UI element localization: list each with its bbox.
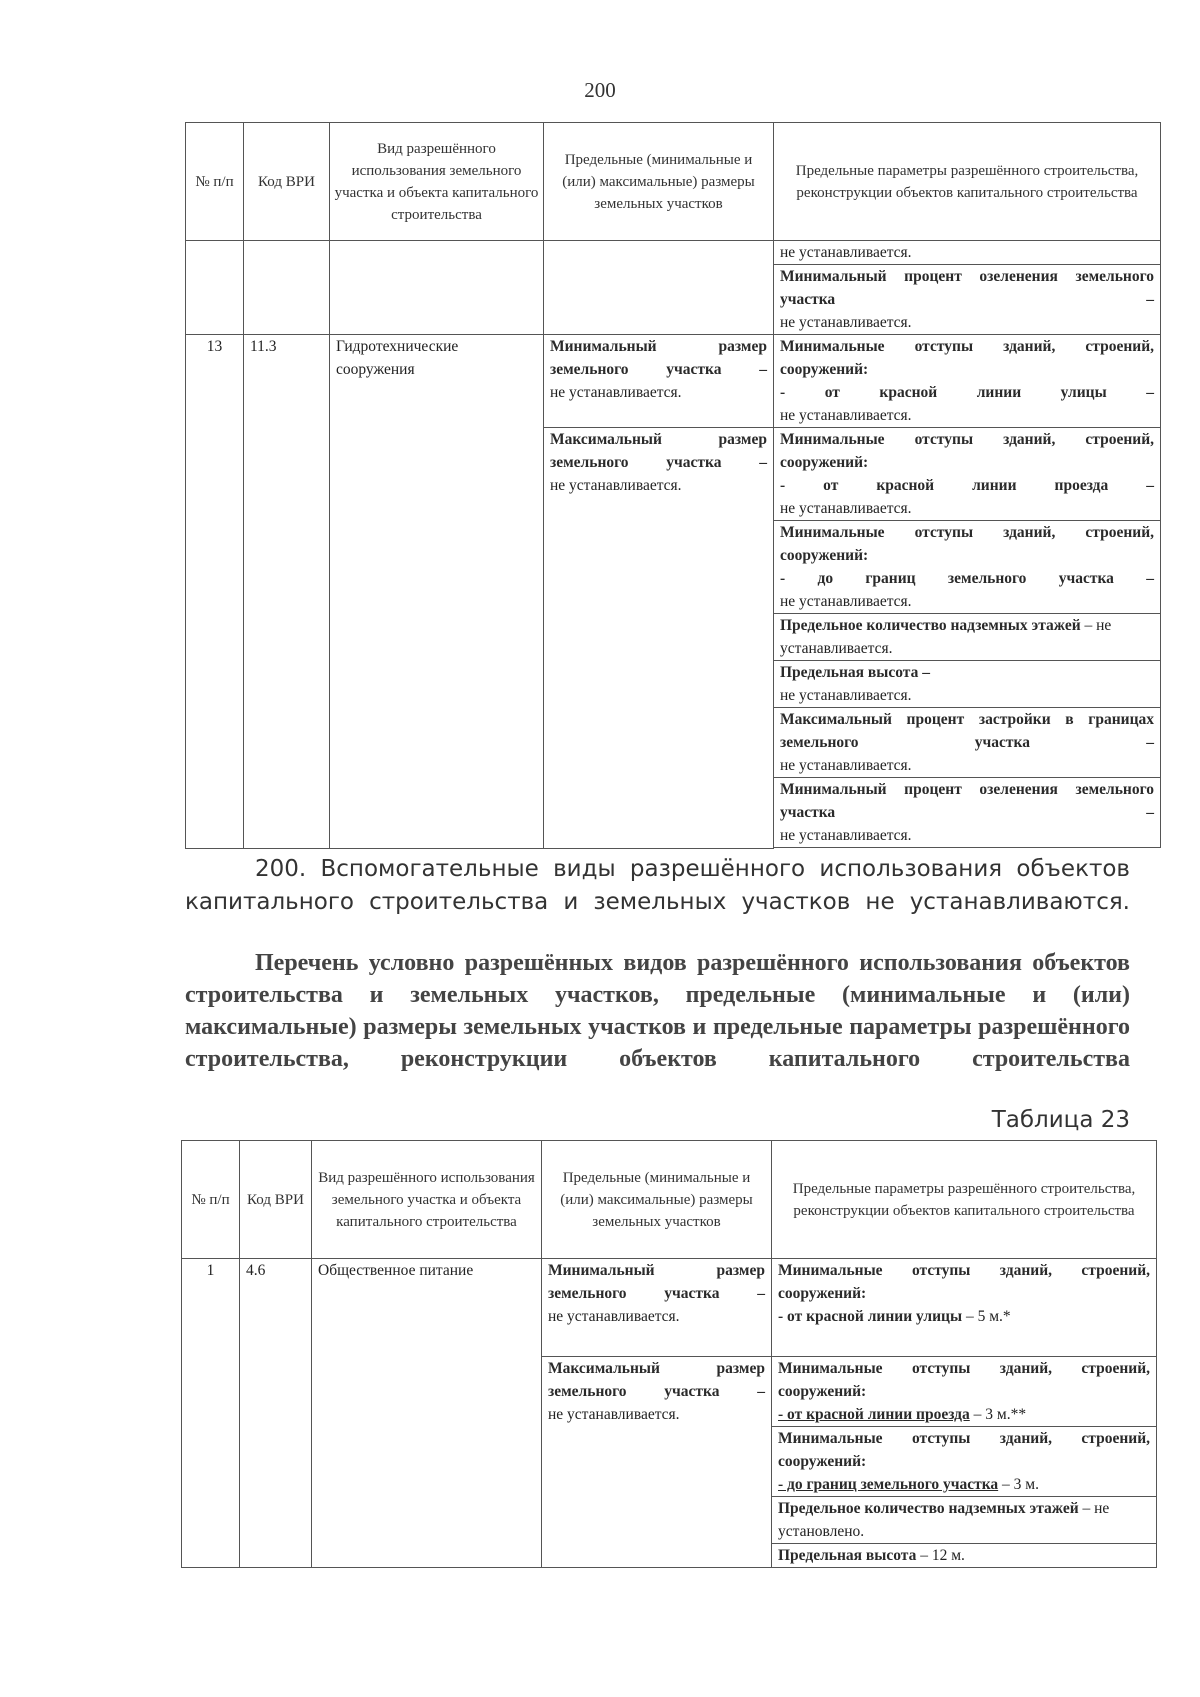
param-sub: - до границ земельного участка – — [780, 570, 1154, 587]
header-num: № п/п — [186, 123, 244, 241]
size-cell — [542, 1357, 772, 1568]
param-cell — [774, 614, 1161, 661]
size-text: не устанавливается. — [548, 1308, 680, 1325]
size-cell — [542, 1259, 772, 1357]
param-value: – 3 м.** — [969, 1406, 1027, 1423]
param-cell — [772, 1259, 1157, 1357]
param-text: не устанавливается. — [780, 244, 912, 261]
param-cell — [772, 1544, 1157, 1568]
header-code: Код ВРИ — [244, 123, 330, 241]
size-cell — [544, 428, 774, 849]
page-number: 200 — [584, 78, 616, 102]
param-cell — [774, 661, 1161, 708]
param-cell — [772, 1497, 1157, 1544]
header-type: Вид разрешённого использования земельного участка и объекта капитального строительства — [330, 123, 544, 241]
header-params: Предельные параметры разрешённого строительства, реконструкции объектов капитального строительства — [774, 123, 1161, 241]
param-bold: Предельное количество надземных этажей — [778, 1500, 1079, 1517]
row-name: Гидротехнические сооружения — [330, 335, 544, 849]
size-bold: Минимальный размер земельного участка – — [548, 1262, 765, 1302]
param-sub: - от красной линии проезда – — [780, 477, 1154, 494]
paragraph-200-text: 200. Вспомогательные виды разрешённого использования объектов капитального строительства и земельных участков не устанавливаются. — [185, 856, 1130, 915]
section-heading — [185, 947, 1130, 1075]
table-label: Таблица 23 — [991, 1107, 1130, 1133]
header-num: № п/п — [182, 1141, 240, 1259]
param-value: – 5 м.* — [962, 1308, 1011, 1325]
param-text: не устанавливается. — [780, 500, 912, 517]
param-cell — [774, 428, 1161, 521]
param-bold: Минимальный процент озеленения земельного участка – — [780, 268, 1154, 308]
table-continuation — [185, 122, 1161, 849]
param-bold: Минимальные отступы зданий, строений, сооружений: — [778, 1262, 1150, 1302]
table-row — [186, 335, 1161, 428]
param-sub: - от красной линии улицы — [778, 1308, 963, 1325]
table-header-row — [186, 123, 1161, 241]
param-bold: Предельная высота — [778, 1547, 917, 1564]
param-cell — [772, 1427, 1157, 1497]
param-cell — [774, 708, 1161, 778]
size-cell — [544, 335, 774, 428]
param-bold: Минимальные отступы зданий, строений, сооружений: — [778, 1360, 1150, 1400]
table-header-row — [182, 1141, 1157, 1259]
param-value: – 3 м. — [998, 1476, 1039, 1493]
param-bold: Максимальный процент застройки в границах земельного участка – — [780, 711, 1154, 751]
param-text: – не устанавливается. — [780, 617, 1112, 657]
table-row — [186, 241, 1161, 265]
row-number: 13 — [186, 335, 244, 849]
param-bold: Минимальные отступы зданий, строений, сооружений: — [780, 524, 1154, 564]
param-bold: Минимальные отступы зданий, строений, сооружений: — [780, 338, 1154, 378]
param-cell — [774, 265, 1161, 335]
param-text: – не установлено. — [778, 1500, 1110, 1540]
header-sizes: Предельные (минимальные и (или) максимальные) размеры земельных участков — [544, 123, 774, 241]
param-bold: Минимальные отступы зданий, строений, сооружений: — [778, 1430, 1150, 1470]
size-bold: Максимальный размер земельного участка – — [548, 1360, 765, 1400]
section-heading-text: Перечень условно разрешённых видов разрешённого использования объектов строительства и земельных участков, предельные (минимальные и (или) максимальные) размеры земельных участков и предельные параметры разрешённого строительства, реконструкции объектов капитального строительства — [185, 950, 1130, 1072]
param-bold: Минимальные отступы зданий, строений, сооружений: — [780, 431, 1154, 471]
header-type: Вид разрешённого использования земельного участка и объекта капитального строительства — [312, 1141, 542, 1259]
row-code: 11.3 — [244, 335, 330, 849]
param-text: – 12 м. — [916, 1547, 965, 1564]
header-params: Предельные параметры разрешённого строительства, реконструкции объектов капитального строительства — [772, 1141, 1157, 1259]
param-text: не устанавливается. — [780, 827, 912, 844]
param-cell — [774, 335, 1161, 428]
param-sub: - от красной линии проезда — [778, 1406, 970, 1423]
param-sub: - от красной линии улицы – — [780, 384, 1154, 401]
table-23 — [181, 1140, 1157, 1568]
table-row — [182, 1259, 1157, 1357]
param-cell — [774, 778, 1161, 848]
param-text: не устанавливается. — [780, 314, 912, 331]
size-bold: Максимальный размер земельного участка – — [550, 431, 767, 471]
row-code: 4.6 — [240, 1259, 312, 1568]
size-text: не устанавливается. — [548, 1406, 680, 1423]
param-bold: Минимальный процент озеленения земельного участка – — [780, 781, 1154, 821]
param-text: не устанавливается. — [780, 593, 912, 610]
param-text: не устанавливается. — [780, 687, 912, 704]
param-cell — [774, 521, 1161, 614]
param-bold: Предельная высота – — [780, 664, 930, 681]
param-cell — [774, 241, 1161, 265]
param-text: не устанавливается. — [780, 757, 912, 774]
row-name: Общественное питание — [312, 1259, 542, 1568]
param-cell — [772, 1357, 1157, 1427]
size-text: не устанавливается. — [550, 384, 682, 401]
param-text: не устанавливается. — [780, 407, 912, 424]
param-bold: Предельное количество надземных этажей — [780, 617, 1081, 634]
header-code: Код ВРИ — [240, 1141, 312, 1259]
header-sizes: Предельные (минимальные и (или) максимальные) размеры земельных участков — [542, 1141, 772, 1259]
size-bold: Минимальный размер земельного участка – — [550, 338, 767, 378]
param-sub: - до границ земельного участка — [778, 1476, 999, 1493]
size-text: не устанавливается. — [550, 477, 682, 494]
paragraph-200 — [185, 853, 1130, 919]
row-number: 1 — [182, 1259, 240, 1568]
